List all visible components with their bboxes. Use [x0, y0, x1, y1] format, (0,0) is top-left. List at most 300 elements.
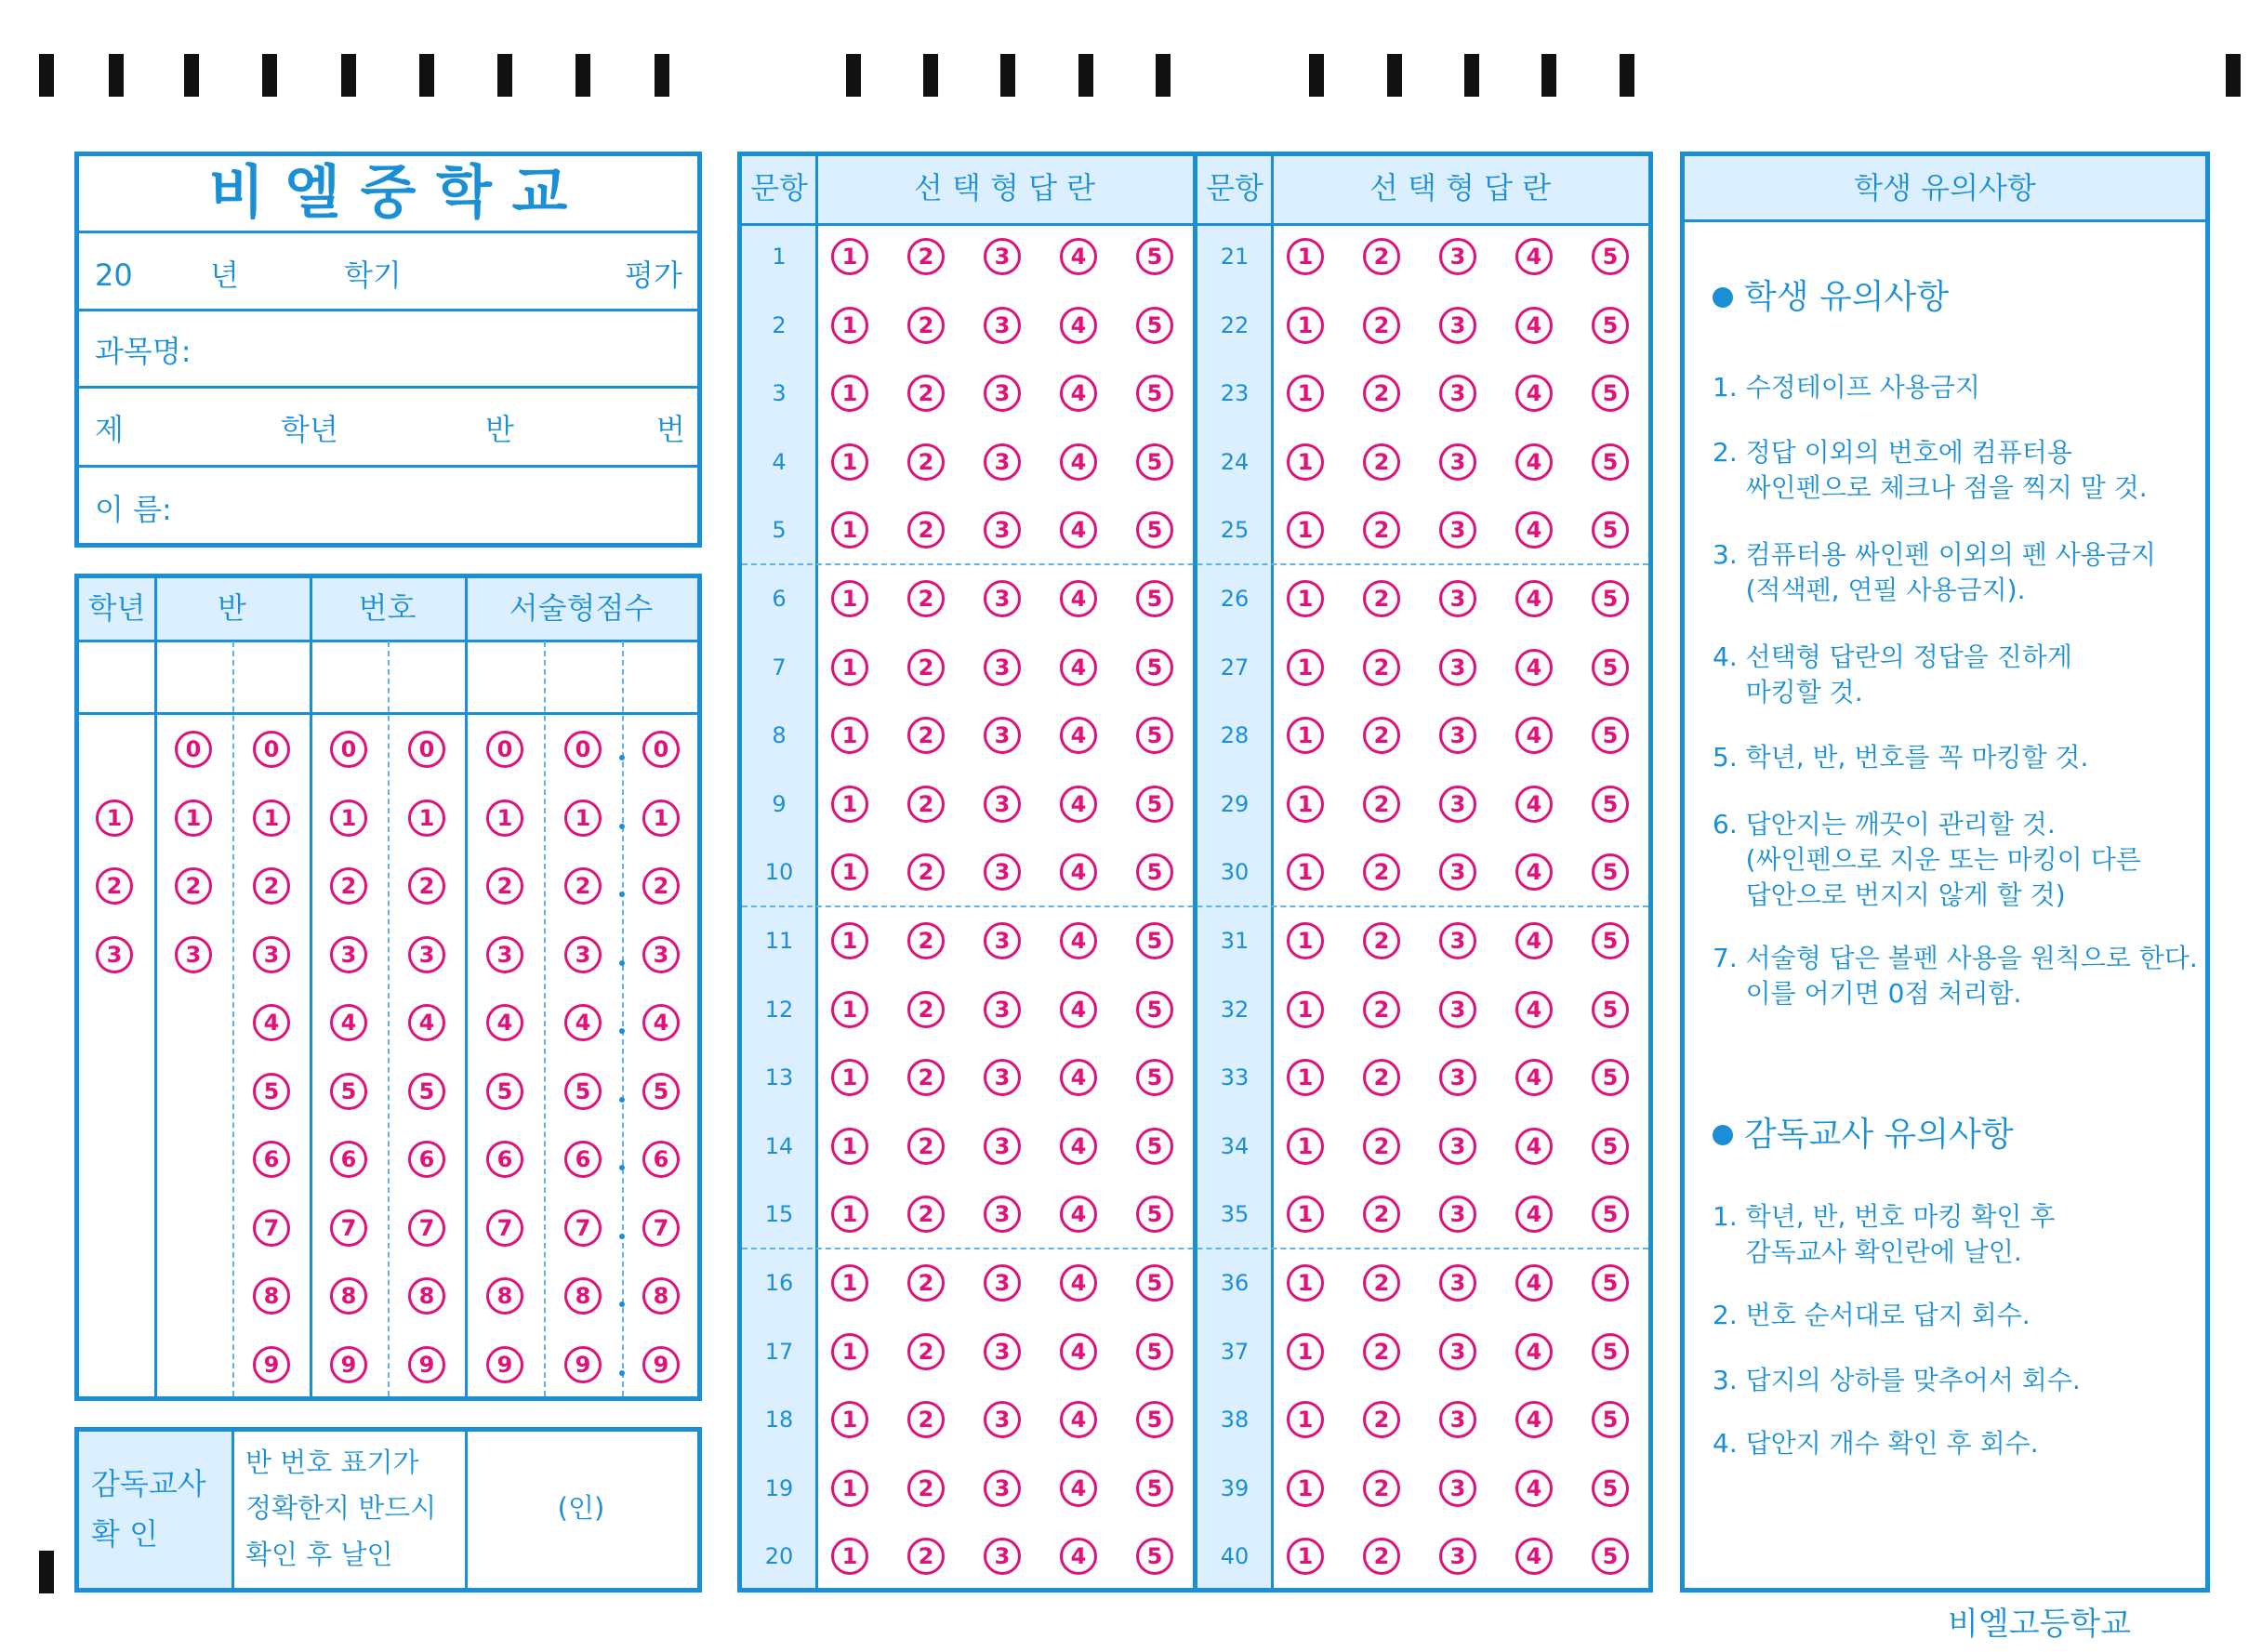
- id-bubble-col5-2[interactable]: 2: [486, 867, 523, 905]
- answer-bubble-q39-opt3[interactable]: 3: [1439, 1470, 1476, 1507]
- answer-bubble-q6-opt1[interactable]: 1: [831, 580, 868, 617]
- answer-bubble-q37-opt2[interactable]: 2: [1363, 1333, 1400, 1370]
- answer-bubble-q4-opt1[interactable]: 1: [831, 443, 868, 481]
- id-bubble-col5-9[interactable]: 9: [486, 1346, 523, 1383]
- answer-bubble-q23-opt1[interactable]: 1: [1287, 375, 1324, 412]
- id-bubble-col4-7[interactable]: 7: [408, 1209, 445, 1247]
- answer-bubble-q18-opt4[interactable]: 4: [1060, 1401, 1097, 1438]
- id-bubble-col5-8[interactable]: 8: [486, 1277, 523, 1315]
- answer-bubble-q5-opt5[interactable]: 5: [1136, 511, 1173, 548]
- id-bubble-col7-2[interactable]: 2: [642, 867, 680, 905]
- answer-bubble-q37-opt3[interactable]: 3: [1439, 1333, 1476, 1370]
- id-bubble-col5-0[interactable]: 0: [486, 731, 523, 768]
- answer-bubble-q39-opt5[interactable]: 5: [1592, 1470, 1629, 1507]
- id-bubble-col7-9[interactable]: 9: [642, 1346, 680, 1383]
- id-bubble-col7-6[interactable]: 6: [642, 1141, 680, 1178]
- id-bubble-col5-6[interactable]: 6: [486, 1141, 523, 1178]
- answer-bubble-q25-opt4[interactable]: 4: [1515, 511, 1553, 548]
- answer-bubble-q35-opt2[interactable]: 2: [1363, 1196, 1400, 1233]
- note-item: 6. 답안지는 깨끗이 관리할 것. (싸인펜으로 지운 또는 마킹이 다른 답안으로 번지지 않게 할 것): [1713, 809, 2141, 910]
- eval-label: 평가: [625, 258, 682, 293]
- answer-bubble-q28-opt4[interactable]: 4: [1515, 717, 1553, 754]
- id-bubble-col3-0[interactable]: 0: [330, 731, 367, 768]
- answer-bubble-q2-opt2[interactable]: 2: [907, 307, 945, 344]
- answer-bubble-q12-opt3[interactable]: 3: [984, 991, 1021, 1028]
- answer-bubble-q19-opt5[interactable]: 5: [1136, 1470, 1173, 1507]
- answer-bubble-q4-opt2[interactable]: 2: [907, 443, 945, 481]
- answer-bubble-q22-opt3[interactable]: 3: [1439, 307, 1476, 344]
- id-bubble-col6-8[interactable]: 8: [564, 1277, 602, 1315]
- answer-bubble-q5-opt1[interactable]: 1: [831, 511, 868, 548]
- answer-bubble-q28-opt3[interactable]: 3: [1439, 717, 1476, 754]
- answer-bubble-q2-opt5[interactable]: 5: [1136, 307, 1173, 344]
- decimal-point: [619, 1028, 625, 1034]
- answer-bubble-q39-opt1[interactable]: 1: [1287, 1470, 1324, 1507]
- answer-bubble-q24-opt2[interactable]: 2: [1363, 443, 1400, 481]
- answer-bubble-q1-opt4[interactable]: 4: [1060, 238, 1097, 275]
- answer-bubble-q15-opt2[interactable]: 2: [907, 1196, 945, 1233]
- answer-bubble-q7-opt4[interactable]: 4: [1060, 649, 1097, 686]
- id-bubble-col4-2[interactable]: 2: [408, 867, 445, 905]
- answer-bubble-q25-opt1[interactable]: 1: [1287, 511, 1324, 548]
- id-bubble-col2-2[interactable]: 2: [253, 867, 290, 905]
- answer-bubble-q13-opt5[interactable]: 5: [1136, 1059, 1173, 1096]
- seal-box[interactable]: (인): [557, 1492, 605, 1524]
- answer-bubble-q35-opt1[interactable]: 1: [1287, 1196, 1324, 1233]
- answer-bubble-q27-opt4[interactable]: 4: [1515, 649, 1553, 686]
- id-bubble-col4-5[interactable]: 5: [408, 1073, 445, 1110]
- id-bubble-col3-1[interactable]: 1: [330, 800, 367, 837]
- answer-bubble-q25-opt5[interactable]: 5: [1592, 511, 1629, 548]
- answer-bubble-q40-opt1[interactable]: 1: [1287, 1538, 1324, 1575]
- answer-bubble-q31-opt3[interactable]: 3: [1439, 922, 1476, 959]
- answer-bubble-q19-opt3[interactable]: 3: [984, 1470, 1021, 1507]
- answer-bubble-q30-opt1[interactable]: 1: [1287, 853, 1324, 891]
- answer-bubble-q24-opt3[interactable]: 3: [1439, 443, 1476, 481]
- answer-bubble-q21-opt3[interactable]: 3: [1439, 238, 1476, 275]
- answer-bubble-q36-opt1[interactable]: 1: [1287, 1264, 1324, 1302]
- answer-bubble-q37-opt1[interactable]: 1: [1287, 1333, 1324, 1370]
- answer-bubble-q40-opt3[interactable]: 3: [1439, 1538, 1476, 1575]
- subject-label[interactable]: 과목명:: [95, 334, 192, 369]
- answer-bubble-q36-opt2[interactable]: 2: [1363, 1264, 1400, 1302]
- answer-bubble-q2-opt1[interactable]: 1: [831, 307, 868, 344]
- answer-bubble-q36-opt5[interactable]: 5: [1592, 1264, 1629, 1302]
- answer-bubble-q7-opt2[interactable]: 2: [907, 649, 945, 686]
- id-bubble-col2-4[interactable]: 4: [253, 1004, 290, 1041]
- answer-bubble-q25-opt3[interactable]: 3: [1439, 511, 1476, 548]
- id-bubble-col2-6[interactable]: 6: [253, 1141, 290, 1178]
- answer-bubble-q30-opt2[interactable]: 2: [1363, 853, 1400, 891]
- id-bubble-col6-6[interactable]: 6: [564, 1141, 602, 1178]
- answer-bubble-q20-opt3[interactable]: 3: [984, 1538, 1021, 1575]
- id-bubble-col4-6[interactable]: 6: [408, 1141, 445, 1178]
- id-bubble-col3-6[interactable]: 6: [330, 1141, 367, 1178]
- timing-mark: [109, 54, 124, 97]
- id-bubble-col6-2[interactable]: 2: [564, 867, 602, 905]
- bullet-icon: [1713, 287, 1733, 308]
- answer-bubble-q17-opt4[interactable]: 4: [1060, 1333, 1097, 1370]
- id-bubble-col0-1[interactable]: 1: [96, 800, 133, 837]
- answer-bubble-q29-opt3[interactable]: 3: [1439, 786, 1476, 823]
- answer-bubble-q19-opt2[interactable]: 2: [907, 1470, 945, 1507]
- id-bubble-col3-9[interactable]: 9: [330, 1346, 367, 1383]
- answer-bubble-q1-opt5[interactable]: 5: [1136, 238, 1173, 275]
- answer-bubble-q34-opt1[interactable]: 1: [1287, 1128, 1324, 1165]
- answer-bubble-q34-opt3[interactable]: 3: [1439, 1128, 1476, 1165]
- answer-bubble-q33-opt1[interactable]: 1: [1287, 1059, 1324, 1096]
- answer-bubble-q38-opt2[interactable]: 2: [1363, 1401, 1400, 1438]
- answer-bubble-q32-opt2[interactable]: 2: [1363, 991, 1400, 1028]
- answer-bubble-q30-opt5[interactable]: 5: [1592, 853, 1629, 891]
- answer-bubble-q27-opt2[interactable]: 2: [1363, 649, 1400, 686]
- id-bubble-col3-8[interactable]: 8: [330, 1277, 367, 1315]
- question-number-3: 3: [772, 380, 787, 407]
- answer-bubble-q32-opt4[interactable]: 4: [1515, 991, 1553, 1028]
- answer-bubble-q33-opt5[interactable]: 5: [1592, 1059, 1629, 1096]
- note-item: 4. 답안지 개수 확인 후 회수.: [1713, 1428, 2039, 1459]
- id-bubble-col7-7[interactable]: 7: [642, 1209, 680, 1247]
- answer-bubble-q11-opt4[interactable]: 4: [1060, 922, 1097, 959]
- id-bubble-col4-1[interactable]: 1: [408, 800, 445, 837]
- answer-bubble-q32-opt5[interactable]: 5: [1592, 991, 1629, 1028]
- answer-bubble-q21-opt2[interactable]: 2: [1363, 238, 1400, 275]
- id-bubble-col0-3[interactable]: 3: [96, 936, 133, 973]
- id-bubble-col3-4[interactable]: 4: [330, 1004, 367, 1041]
- timing-mark: [846, 54, 861, 97]
- question-number-6: 6: [772, 586, 787, 612]
- answer-bubble-q11-opt3[interactable]: 3: [984, 922, 1021, 959]
- footer-school-name: 비엘고등학교: [1948, 1606, 2132, 1643]
- answer-bubble-q37-opt5[interactable]: 5: [1592, 1333, 1629, 1370]
- answer-bubble-q23-opt5[interactable]: 5: [1592, 375, 1629, 412]
- answer-bubble-q34-opt2[interactable]: 2: [1363, 1128, 1400, 1165]
- answer-bubble-q32-opt3[interactable]: 3: [1439, 991, 1476, 1028]
- group-divider: [742, 905, 1648, 907]
- id-bubble-col7-0[interactable]: 0: [642, 731, 680, 768]
- answer-bubble-q16-opt4[interactable]: 4: [1060, 1264, 1097, 1302]
- answer-bubble-q14-opt2[interactable]: 2: [907, 1128, 945, 1165]
- answer-bubble-q11-opt1[interactable]: 1: [831, 922, 868, 959]
- answer-bubble-q32-opt1[interactable]: 1: [1287, 991, 1324, 1028]
- grid-header-score: 서술형점수: [509, 590, 654, 626]
- answer-bubble-q36-opt3[interactable]: 3: [1439, 1264, 1476, 1302]
- answer-bubble-q5-opt3[interactable]: 3: [984, 511, 1021, 548]
- answer-bubble-q9-opt1[interactable]: 1: [831, 786, 868, 823]
- answer-bubble-q39-opt2[interactable]: 2: [1363, 1470, 1400, 1507]
- answer-bubble-q38-opt1[interactable]: 1: [1287, 1401, 1324, 1438]
- timing-mark: [655, 54, 669, 97]
- answer-bubble-q35-opt3[interactable]: 3: [1439, 1196, 1476, 1233]
- answer-bubble-q4-opt5[interactable]: 5: [1136, 443, 1173, 481]
- answer-bubble-q29-opt2[interactable]: 2: [1363, 786, 1400, 823]
- answer-bubble-q9-opt5[interactable]: 5: [1136, 786, 1173, 823]
- id-bubble-col2-7[interactable]: 7: [253, 1209, 290, 1247]
- answer-bubble-q10-opt1[interactable]: 1: [831, 853, 868, 891]
- answer-bubble-q12-opt5[interactable]: 5: [1136, 991, 1173, 1028]
- id-bubble-col6-0[interactable]: 0: [564, 731, 602, 768]
- answer-bubble-q2-opt4[interactable]: 4: [1060, 307, 1097, 344]
- answer-bubble-q28-opt2[interactable]: 2: [1363, 717, 1400, 754]
- answer-bubble-q17-opt2[interactable]: 2: [907, 1333, 945, 1370]
- id-bubble-col1-0[interactable]: 0: [175, 731, 212, 768]
- answer-bubble-q8-opt2[interactable]: 2: [907, 717, 945, 754]
- answer-bubble-q10-opt2[interactable]: 2: [907, 853, 945, 891]
- id-bubble-col6-4[interactable]: 4: [564, 1004, 602, 1041]
- id-bubble-col1-2[interactable]: 2: [175, 867, 212, 905]
- id-bubble-col2-3[interactable]: 3: [253, 936, 290, 973]
- answer-bubble-q18-opt2[interactable]: 2: [907, 1401, 945, 1438]
- answer-bubble-q24-opt1[interactable]: 1: [1287, 443, 1324, 481]
- answer-bubble-q15-opt4[interactable]: 4: [1060, 1196, 1097, 1233]
- answer-bubble-q26-opt5[interactable]: 5: [1592, 580, 1629, 617]
- id-bubble-col6-1[interactable]: 1: [564, 800, 602, 837]
- question-number-37: 37: [1220, 1338, 1250, 1365]
- timing-mark: [39, 1551, 54, 1593]
- answer-bubble-q9-opt2[interactable]: 2: [907, 786, 945, 823]
- answer-bubble-q6-opt4[interactable]: 4: [1060, 580, 1097, 617]
- answer-bubble-q11-opt2[interactable]: 2: [907, 922, 945, 959]
- answer-bubble-q25-opt2[interactable]: 2: [1363, 511, 1400, 548]
- answer-bubble-q15-opt5[interactable]: 5: [1136, 1196, 1173, 1233]
- answer-bubble-q20-opt5[interactable]: 5: [1136, 1538, 1173, 1575]
- answer-bubble-q12-opt1[interactable]: 1: [831, 991, 868, 1028]
- id-bubble-col5-4[interactable]: 4: [486, 1004, 523, 1041]
- answer-bubble-q26-opt1[interactable]: 1: [1287, 580, 1324, 617]
- answer-bubble-q23-opt4[interactable]: 4: [1515, 375, 1553, 412]
- answer-bubble-q12-opt4[interactable]: 4: [1060, 991, 1097, 1028]
- id-bubble-col3-5[interactable]: 5: [330, 1073, 367, 1110]
- id-bubble-col4-9[interactable]: 9: [408, 1346, 445, 1383]
- answer-bubble-q3-opt2[interactable]: 2: [907, 375, 945, 412]
- answer-bubble-q17-opt1[interactable]: 1: [831, 1333, 868, 1370]
- answer-bubble-q5-opt4[interactable]: 4: [1060, 511, 1097, 548]
- id-bubble-col4-4[interactable]: 4: [408, 1004, 445, 1041]
- answer-bubble-q9-opt4[interactable]: 4: [1060, 786, 1097, 823]
- answer-bubble-q14-opt4[interactable]: 4: [1060, 1128, 1097, 1165]
- answer-bubble-q35-opt5[interactable]: 5: [1592, 1196, 1629, 1233]
- answer-bubble-q7-opt3[interactable]: 3: [984, 649, 1021, 686]
- grade-prefix: 제: [95, 412, 124, 447]
- answer-bubble-q35-opt4[interactable]: 4: [1515, 1196, 1553, 1233]
- answer-bubble-q36-opt4[interactable]: 4: [1515, 1264, 1553, 1302]
- answer-bubble-q8-opt4[interactable]: 4: [1060, 717, 1097, 754]
- id-bubble-col5-3[interactable]: 3: [486, 936, 523, 973]
- timing-mark: [1620, 54, 1634, 97]
- answer-bubble-q18-opt3[interactable]: 3: [984, 1401, 1021, 1438]
- answer-bubble-q29-opt4[interactable]: 4: [1515, 786, 1553, 823]
- id-bubble-col7-1[interactable]: 1: [642, 800, 680, 837]
- answer-bubble-q27-opt3[interactable]: 3: [1439, 649, 1476, 686]
- answer-bubble-q6-opt5[interactable]: 5: [1136, 580, 1173, 617]
- answer-bubble-q4-opt4[interactable]: 4: [1060, 443, 1097, 481]
- answer-bubble-q24-opt4[interactable]: 4: [1515, 443, 1553, 481]
- answer-bubble-q31-opt4[interactable]: 4: [1515, 922, 1553, 959]
- answer-bubble-q1-opt2[interactable]: 2: [907, 238, 945, 275]
- number-label: 번: [656, 412, 685, 447]
- answer-bubble-q13-opt3[interactable]: 3: [984, 1059, 1021, 1096]
- answer-bubble-q26-opt3[interactable]: 3: [1439, 580, 1476, 617]
- answer-bubble-q23-opt3[interactable]: 3: [1439, 375, 1476, 412]
- answer-bubble-q7-opt1[interactable]: 1: [831, 649, 868, 686]
- id-bubble-col2-5[interactable]: 5: [253, 1073, 290, 1110]
- id-bubble-col6-7[interactable]: 7: [564, 1209, 602, 1247]
- answer-bubble-q29-opt1[interactable]: 1: [1287, 786, 1324, 823]
- answer-bubble-q16-opt3[interactable]: 3: [984, 1264, 1021, 1302]
- answer-bubble-q4-opt3[interactable]: 3: [984, 443, 1021, 481]
- answer-bubble-q8-opt3[interactable]: 3: [984, 717, 1021, 754]
- answer-bubble-q3-opt4[interactable]: 4: [1060, 375, 1097, 412]
- answer-bubble-q10-opt5[interactable]: 5: [1136, 853, 1173, 891]
- answer-bubble-q29-opt5[interactable]: 5: [1592, 786, 1629, 823]
- answer-bubble-q10-opt3[interactable]: 3: [984, 853, 1021, 891]
- class-label: 반: [485, 412, 514, 447]
- id-bubble-col3-7[interactable]: 7: [330, 1209, 367, 1247]
- answer-bubble-q26-opt2[interactable]: 2: [1363, 580, 1400, 617]
- answer-bubble-q3-opt5[interactable]: 5: [1136, 375, 1173, 412]
- id-bubble-col7-8[interactable]: 8: [642, 1277, 680, 1315]
- id-bubble-col5-1[interactable]: 1: [486, 800, 523, 837]
- question-number-11: 11: [764, 928, 794, 954]
- answer-bubble-q16-opt2[interactable]: 2: [907, 1264, 945, 1302]
- answer-bubble-q5-opt2[interactable]: 2: [907, 511, 945, 548]
- id-bubble-col4-8[interactable]: 8: [408, 1277, 445, 1315]
- id-bubble-col7-3[interactable]: 3: [642, 936, 680, 973]
- answer-bubble-q16-opt1[interactable]: 1: [831, 1264, 868, 1302]
- answer-bubble-q13-opt1[interactable]: 1: [831, 1059, 868, 1096]
- answer-bubble-q22-opt5[interactable]: 5: [1592, 307, 1629, 344]
- answer-bubble-q27-opt1[interactable]: 1: [1287, 649, 1324, 686]
- answer-bubble-q40-opt5[interactable]: 5: [1592, 1538, 1629, 1575]
- id-bubble-col5-7[interactable]: 7: [486, 1209, 523, 1247]
- answer-bubble-q15-opt3[interactable]: 3: [984, 1196, 1021, 1233]
- answer-bubble-q3-opt1[interactable]: 1: [831, 375, 868, 412]
- school-title: 비 엘 중 학 교: [208, 158, 568, 226]
- id-bubble-col2-9[interactable]: 9: [253, 1346, 290, 1383]
- id-bubble-col6-5[interactable]: 5: [564, 1073, 602, 1110]
- answer-bubble-q7-opt5[interactable]: 5: [1136, 649, 1173, 686]
- answer-bubble-q26-opt4[interactable]: 4: [1515, 580, 1553, 617]
- answer-bubble-q3-opt3[interactable]: 3: [984, 375, 1021, 412]
- year-field[interactable]: 20: [95, 258, 133, 293]
- id-bubble-col6-9[interactable]: 9: [564, 1346, 602, 1383]
- id-bubble-col4-0[interactable]: 0: [408, 731, 445, 768]
- answer-bubble-q8-opt5[interactable]: 5: [1136, 717, 1173, 754]
- answer-bubble-q19-opt1[interactable]: 1: [831, 1470, 868, 1507]
- answer-bubble-q1-opt1[interactable]: 1: [831, 238, 868, 275]
- answer-bubble-q14-opt1[interactable]: 1: [831, 1128, 868, 1165]
- answer-bubble-q6-opt3[interactable]: 3: [984, 580, 1021, 617]
- timing-mark: [1387, 54, 1402, 97]
- answer-bubble-q2-opt3[interactable]: 3: [984, 307, 1021, 344]
- answer-bubble-q19-opt4[interactable]: 4: [1060, 1470, 1097, 1507]
- answer-bubble-q20-opt1[interactable]: 1: [831, 1538, 868, 1575]
- answer-bubble-q18-opt1[interactable]: 1: [831, 1401, 868, 1438]
- answer-bubble-q23-opt2[interactable]: 2: [1363, 375, 1400, 412]
- answer-bubble-q30-opt4[interactable]: 4: [1515, 853, 1553, 891]
- answer-bubble-q17-opt5[interactable]: 5: [1136, 1333, 1173, 1370]
- answer-bubble-q40-opt4[interactable]: 4: [1515, 1538, 1553, 1575]
- answer-bubble-q14-opt3[interactable]: 3: [984, 1128, 1021, 1165]
- semester-label: 학기: [344, 258, 402, 293]
- id-bubble-col4-3[interactable]: 3: [408, 936, 445, 973]
- answer-bubble-q21-opt5[interactable]: 5: [1592, 238, 1629, 275]
- answer-bubble-q13-opt4[interactable]: 4: [1060, 1059, 1097, 1096]
- answer-bubble-q34-opt4[interactable]: 4: [1515, 1128, 1553, 1165]
- answer-bubble-q31-opt1[interactable]: 1: [1287, 922, 1324, 959]
- id-bubble-col2-8[interactable]: 8: [253, 1277, 290, 1315]
- id-bubble-col2-0[interactable]: 0: [253, 731, 290, 768]
- answer-bubble-q24-opt5[interactable]: 5: [1592, 443, 1629, 481]
- group-divider: [742, 563, 1648, 565]
- id-bubble-col1-3[interactable]: 3: [175, 936, 212, 973]
- answer-bubble-q1-opt3[interactable]: 3: [984, 238, 1021, 275]
- id-bubble-col5-5[interactable]: 5: [486, 1073, 523, 1110]
- answer-bubble-q10-opt4[interactable]: 4: [1060, 853, 1097, 891]
- answer-bubble-q8-opt1[interactable]: 1: [831, 717, 868, 754]
- answer-bubble-q31-opt5[interactable]: 5: [1592, 922, 1629, 959]
- id-bubble-col2-1[interactable]: 1: [253, 800, 290, 837]
- id-bubble-col7-5[interactable]: 5: [642, 1073, 680, 1110]
- answer-bubble-q16-opt5[interactable]: 5: [1136, 1264, 1173, 1302]
- answer-bubble-q34-opt5[interactable]: 5: [1592, 1128, 1629, 1165]
- answer-bubble-q31-opt2[interactable]: 2: [1363, 922, 1400, 959]
- answer-bubble-q40-opt2[interactable]: 2: [1363, 1538, 1400, 1575]
- answer-bubble-q17-opt3[interactable]: 3: [984, 1333, 1021, 1370]
- answer-bubble-q9-opt3[interactable]: 3: [984, 786, 1021, 823]
- answer-bubble-q18-opt5[interactable]: 5: [1136, 1401, 1173, 1438]
- answer-bubble-q38-opt4[interactable]: 4: [1515, 1401, 1553, 1438]
- answer-bubble-q21-opt4[interactable]: 4: [1515, 238, 1553, 275]
- answer-bubble-q33-opt4[interactable]: 4: [1515, 1059, 1553, 1096]
- answer-bubble-q37-opt4[interactable]: 4: [1515, 1333, 1553, 1370]
- question-number-16: 16: [764, 1270, 794, 1296]
- id-bubble-col3-3[interactable]: 3: [330, 936, 367, 973]
- answer-bubble-q22-opt4[interactable]: 4: [1515, 307, 1553, 344]
- answer-bubble-q20-opt4[interactable]: 4: [1060, 1538, 1097, 1575]
- answer-bubble-q14-opt5[interactable]: 5: [1136, 1128, 1173, 1165]
- question-number-18: 18: [764, 1407, 794, 1434]
- answer-bubble-q38-opt3[interactable]: 3: [1439, 1401, 1476, 1438]
- id-bubble-col0-2[interactable]: 2: [96, 867, 133, 905]
- answer-bubble-q30-opt3[interactable]: 3: [1439, 853, 1476, 891]
- answer-bubble-q33-opt3[interactable]: 3: [1439, 1059, 1476, 1096]
- answer-bubble-q13-opt2[interactable]: 2: [907, 1059, 945, 1096]
- question-number-38: 38: [1220, 1407, 1250, 1434]
- answer-bubble-q28-opt1[interactable]: 1: [1287, 717, 1324, 754]
- id-bubble-col6-3[interactable]: 3: [564, 936, 602, 973]
- answer-bubble-q21-opt1[interactable]: 1: [1287, 238, 1324, 275]
- answer-bubble-q11-opt5[interactable]: 5: [1136, 922, 1173, 959]
- answer-bubble-q15-opt1[interactable]: 1: [831, 1196, 868, 1233]
- question-number-23: 23: [1220, 380, 1250, 407]
- answer-bubble-q33-opt2[interactable]: 2: [1363, 1059, 1400, 1096]
- answer-bubble-q38-opt5[interactable]: 5: [1592, 1401, 1629, 1438]
- id-bubble-col7-4[interactable]: 4: [642, 1004, 680, 1041]
- answer-bubble-q27-opt5[interactable]: 5: [1592, 649, 1629, 686]
- answer-bubble-q22-opt1[interactable]: 1: [1287, 307, 1324, 344]
- answer-bubble-q39-opt4[interactable]: 4: [1515, 1470, 1553, 1507]
- question-number-19: 19: [764, 1474, 794, 1501]
- answer-bubble-q12-opt2[interactable]: 2: [907, 991, 945, 1028]
- answer-bubble-q28-opt5[interactable]: 5: [1592, 717, 1629, 754]
- answer-bubble-q20-opt2[interactable]: 2: [907, 1538, 945, 1575]
- answer-bubble-q22-opt2[interactable]: 2: [1363, 307, 1400, 344]
- answer-bubble-q6-opt2[interactable]: 2: [907, 580, 945, 617]
- name-label[interactable]: 이 름:: [95, 492, 172, 527]
- id-bubble-col3-2[interactable]: 2: [330, 867, 367, 905]
- id-bubble-col1-1[interactable]: 1: [175, 800, 212, 837]
